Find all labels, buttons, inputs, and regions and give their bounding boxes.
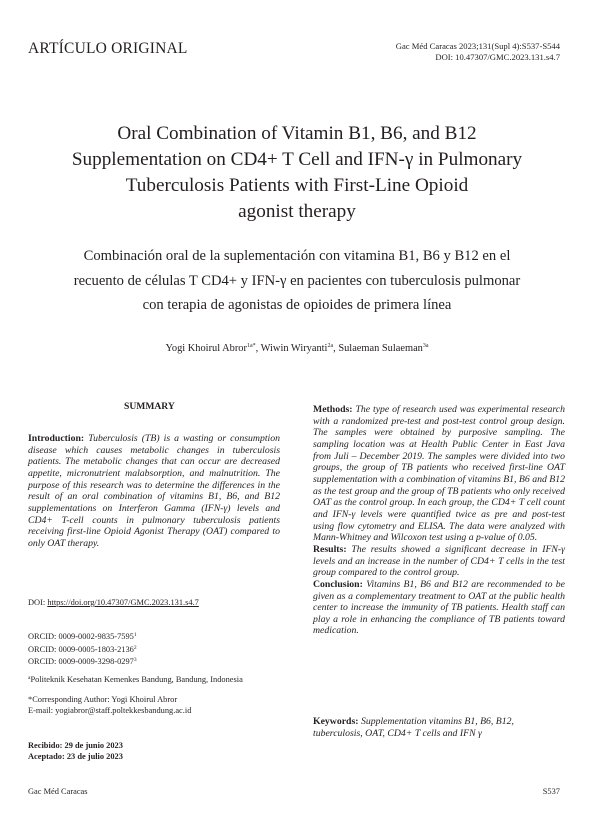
correspondence — [28, 695, 191, 716]
orcid-list — [28, 630, 137, 668]
conclusion-paragraph — [313, 579, 565, 637]
summary-intro — [28, 433, 280, 550]
orcid-item[interactable]: ORCID: 0009-0009-3298-0297$^3$ — [28, 657, 137, 667]
footer-journal: Gac Méd Caracas — [28, 787, 88, 796]
keywords-label: Keywords: — [313, 716, 359, 727]
methods-paragraph — [313, 404, 565, 544]
results-label: Results: — [313, 543, 347, 555]
journal-volume: Gac Méd Caracas 2023;131(Supl 4):S537-S544 — [395, 41, 560, 51]
received-date: Recibido: 29 de junio 2023 — [28, 741, 123, 750]
author-sup: 1a* — [246, 343, 256, 349]
title-line: Oral Combination of Vitamin B1, B6, and B12 — [117, 123, 477, 144]
email[interactable]: E-mail: yogiabror@staff.poltekkesbandung.ac.id — [28, 705, 192, 715]
methods-text: The type of research used was experimental research with a randomized pre-test and post-test control group design. The samples were obtained by purposive sampling. The sampling location was at Health Public Center in East Java from Juli – December 2019. The samples were divided into two groups, the group of TB patients who received first-line OAT supplementation with a combination of vitamins B1, B6 and B12 as the test group and the group of TB patients who only received OAT as the control group. In each group, the CD4+ T cell count and IFN-γ levels were quantified twice as pre and post-test using flow cytometry and ELISA. The data were analyzed with Mann-Whitney and Wilcoxon test using a p-value of 0.05. — [313, 404, 565, 544]
doi-line — [28, 598, 199, 609]
affiliation — [28, 673, 243, 686]
corresponding-author: *Corresponding Author: Yogi Khoirul Abror — [28, 695, 178, 704]
author-list: Yogi Khoirul Abror$^{1a*}$, Wiwin Wiryanti$^{2a}$, Sulaeman Sulaeman$^{3a}$ — [165, 343, 429, 354]
summary-heading: SUMMARY — [124, 401, 175, 412]
page-number: S537 — [542, 787, 560, 796]
conclusion-text: Vitamins B1, B6 and B12 are recommended to be given as a complementary treatment to OAT at the public health center to increase the immunity of TB patients. Health staff can play a role in enhancing the compliance of TB patients toward medication. — [313, 578, 566, 637]
methods-label: Methods: — [313, 404, 353, 415]
accepted-date: Aceptado: 23 de julio 2023 — [28, 751, 123, 761]
subtitle-line: con terapia de agonistas de opioides de primera línea — [142, 297, 452, 313]
section-tag: ARTÍCULO ORIGINAL — [28, 40, 188, 57]
article-title-en — [30, 121, 564, 225]
summary-body — [313, 404, 565, 637]
intro-text: Tuberculosis (TB) is a wasting or consumption disease which causes metabolic changes in tuberculosis patients. The metabolic changes that can occur are decreased appetite, micronutrient malabsorption, and malnutrition. The purpose of this research was to determine the differences in the result of an oral combination of vitamins B1, B6, and B12 supplementations on Interferon Gamma (IFN-γ) levels and CD4+ T-cell counts in pulmonary tuberculosis patients receiving first-line Opioid Agonist Therapy (OAT) compared to only OAT therapy. — [28, 433, 281, 549]
title-line: agonist therapy — [238, 201, 356, 222]
doi-link[interactable]: https://doi.org/10.47307/GMC.2023.131.s4.7 — [47, 598, 199, 607]
title-line: Supplementation on CD4+ T Cell and IFN-γ in Pulmonary — [71, 149, 523, 170]
author-name: Wiwin Wiryanti — [260, 343, 328, 354]
author-name: Yogi Khoirul Abror — [165, 343, 247, 354]
orcid-item[interactable]: ORCID: 0009-0005-1803-2136$^2$ — [28, 644, 137, 654]
journal-doi: DOI: 10.47307/GMC.2023.131.s4.7 — [435, 51, 560, 62]
affiliation-text: Politeknik Kesehatan Kemenkes Bandung, Bandung, Indonesia — [30, 675, 243, 684]
orcid-item[interactable]: ORCID: 0009-0002-9835-7595$^1$ — [28, 632, 137, 641]
keywords — [313, 716, 565, 739]
author-sup: 3a — [422, 343, 429, 349]
doi-label: DOI: — [28, 598, 46, 607]
keywords-text: Supplementation vitamins B1, B6, B12, tuberculosis, OAT, CD4+ T cells and IFN γ — [313, 716, 514, 739]
conclusion-label: Conclusion: — [313, 578, 363, 590]
article-title-es — [30, 244, 564, 318]
author-sup: 2a — [327, 343, 334, 349]
author-name: Sulaeman Sulaeman — [338, 343, 423, 354]
subtitle-line: recuento de células T CD4+ y IFN-γ en pacientes con tuberculosis pulmonar — [73, 272, 521, 289]
affiliation-sup: a — [28, 675, 31, 681]
title-line: Tuberculosis Patients with First-Line Opioid — [125, 175, 469, 196]
results-paragraph — [313, 544, 565, 579]
intro-label: Introduction: — [28, 433, 85, 444]
journal-citation — [396, 41, 560, 62]
results-text: The results showed a significant decrease in IFN-γ levels and an increase in the number of CD4+ T cells in the test group compared to the control group. — [313, 543, 565, 579]
subtitle-line: Combinación oral de la suplementación con vitamina B1, B6 y B12 en el — [83, 248, 511, 264]
dates — [28, 741, 123, 762]
